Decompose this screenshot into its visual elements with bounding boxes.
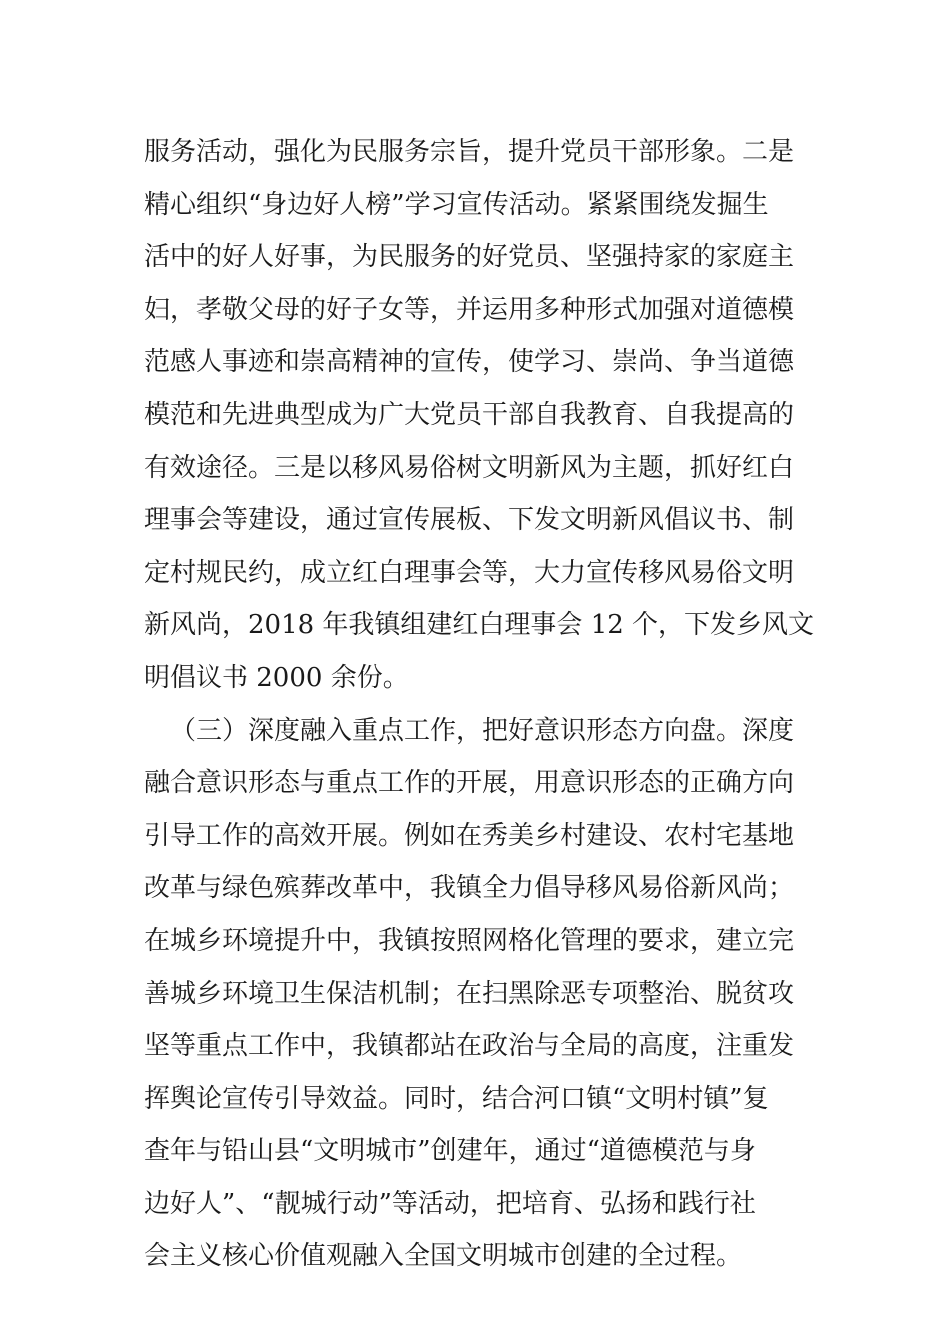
text-line: 改革与绿色殡葬改革中，我镇全力倡导移风易俗新风尚； [144, 873, 795, 904]
section-heading-line: （三）深度融入重点工作，把好意识形态方向盘。深度 [170, 715, 795, 746]
text-line: 范感人事迹和崇高精神的宣传，使学习、崇尚、争当道德 [144, 347, 795, 378]
text-line: 精心组织“身边好人榜”学习宣传活动。紧紧围绕发掘生 [144, 189, 769, 220]
text-line: 挥舆论宣传引导效益。同时，结合河口镇“文明村镇”复 [144, 1083, 769, 1114]
text-line: 服务活动，强化为民服务宗旨，提升党员干部形象。二是 [144, 137, 795, 167]
text-line: 在城乡环境提升中，我镇按照网格化管理的要求，建立完 [144, 925, 795, 956]
text-line: 新风尚，2018 年我镇组建红白理事会 12 个，下发乡风文 [144, 610, 814, 641]
text-line: 坚等重点工作中，我镇都站在政治与全局的高度，注重发 [144, 1031, 795, 1062]
text-line: 明倡议书 2000 余份。 [144, 662, 409, 693]
text-line: 模范和先进典型成为广大党员干部自我教育、自我提高的 [144, 399, 795, 430]
text-line: 活中的好人好事，为民服务的好党员、坚强持家的家庭主 [144, 242, 795, 273]
text-line: 融合意识形态与重点工作的开展，用意识形态的正确方向 [144, 768, 795, 799]
text-line: 会主义核心价值观融入全国文明城市创建的全过程。 [144, 1241, 743, 1272]
paragraph-1 [144, 126, 814, 705]
text-line: 妇，孝敬父母的好子女等，并运用多种形式加强对道德模 [144, 294, 795, 325]
paragraph-2 [144, 705, 814, 1284]
text-line: 有效途径。三是以移风易俗树文明新风为主题，抓好红白 [144, 452, 795, 483]
text-line: 边好人”、“靓城行动”等活动，把培育、弘扬和践行社 [144, 1188, 756, 1219]
text-line: 善城乡环境卫生保洁机制；在扫黑除恶专项整治、脱贫攻 [144, 978, 795, 1009]
text-line: 引导工作的高效开展。例如在秀美乡村建设、农村宅基地 [144, 820, 795, 851]
body-text [144, 126, 814, 1283]
text-line: 定村规民约，成立红白理事会等，大力宣传移风易俗文明 [144, 557, 795, 588]
text-line: 查年与铅山县“文明城市”创建年，通过“道德模范与身 [144, 1136, 756, 1167]
text-line: 理事会等建设，通过宣传展板、下发文明新风倡议书、制 [144, 505, 795, 536]
